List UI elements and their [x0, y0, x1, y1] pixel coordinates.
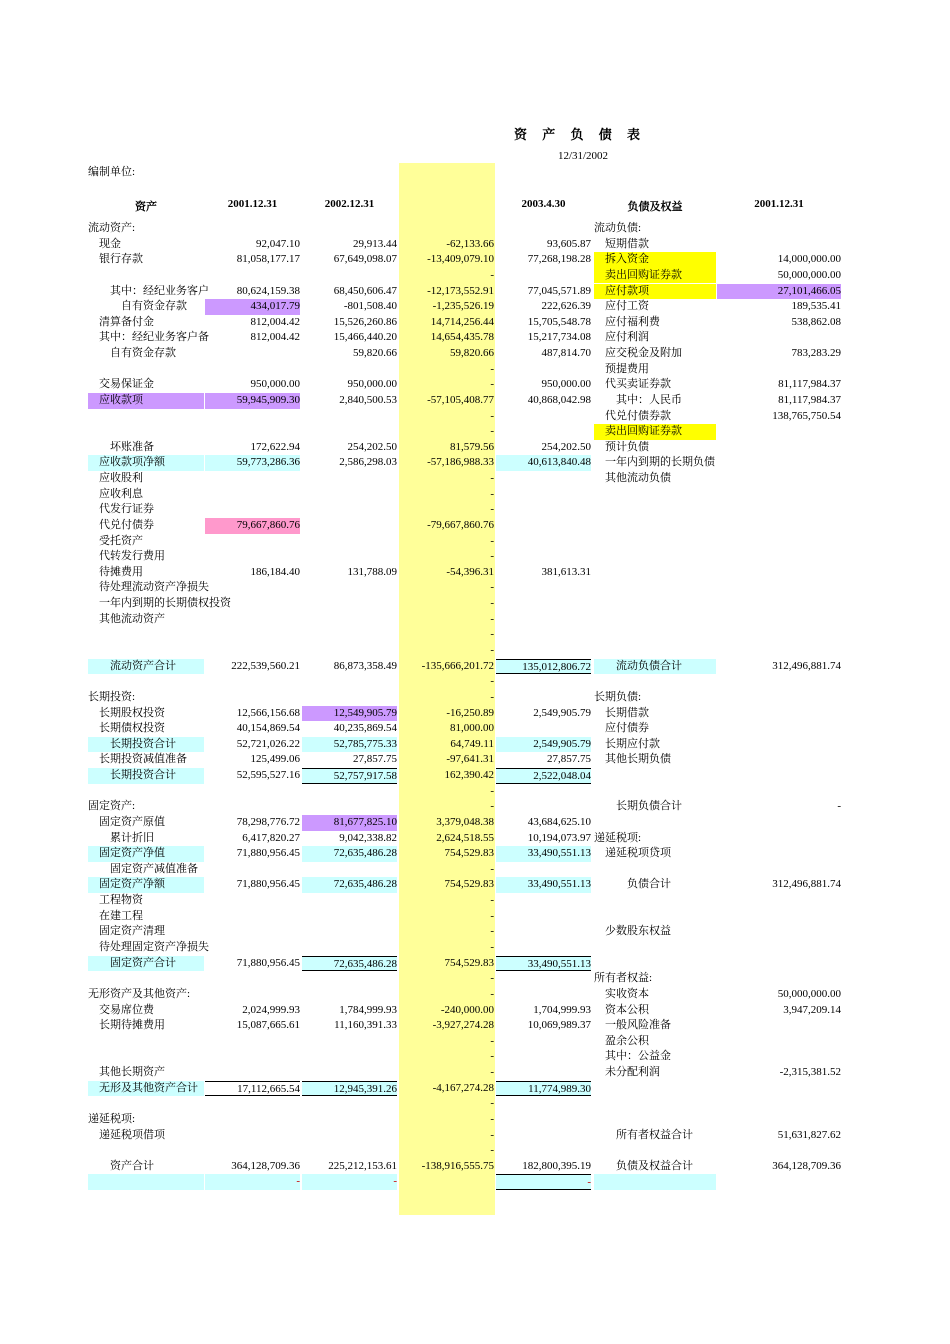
row-61-asset-label	[88, 1174, 204, 1190]
row-55-value-2002: 12,945,391.26	[302, 1081, 397, 1097]
row-22-value-2002: 131,788.09	[347, 565, 397, 578]
row-46-asset-label: 待处理固定资产净损失	[88, 940, 209, 953]
row-31-asset-label: 长期股权投资	[88, 706, 165, 719]
row-11-value-2003: 40,868,042.98	[527, 393, 591, 406]
row-7-asset-label: 其中：经纪业务客户备	[88, 331, 209, 344]
row-49-value-liab-2001: 50,000,000.00	[777, 987, 841, 1000]
row-49-asset-label: 无形资产及其他资产:	[88, 987, 191, 1000]
row-23-asset-label: 待处理流动资产净损失	[88, 581, 209, 594]
row-32-value-diff: 81,000.00	[450, 722, 494, 735]
row-22-value-2001: 186,184.40	[250, 565, 300, 578]
row-51-value-2002: 11,160,391.33	[334, 1019, 397, 1032]
row-5-value-2002: -801,508.40	[343, 300, 397, 313]
row-49-liability-label: 实收资本	[594, 987, 649, 1000]
row-14-liability-label: 预计负债	[594, 440, 649, 453]
row-43-asset-label: 工程物资	[88, 894, 143, 907]
header-col6: 2001.12.31	[754, 198, 804, 210]
header-col1: 2001.12.31	[227, 198, 278, 210]
page-title: 资 产 负 债 表	[513, 127, 646, 142]
row-6-value-diff: 14,714,256.44	[430, 315, 494, 328]
row-21-asset-label: 代转发行费用	[88, 550, 165, 563]
row-28-asset-label: 流动资产合计	[88, 659, 204, 675]
row-33-value-2003: 2,549,905.79	[496, 737, 591, 753]
row-53-value-diff: -	[490, 1050, 494, 1063]
row-37-value-diff: -	[490, 800, 494, 813]
row-8-asset-label: 自有资金存款	[88, 347, 176, 360]
row-0-liability-label: 流动负债:	[594, 222, 642, 234]
row-48-liability-label: 所有者权益:	[594, 972, 653, 985]
row-24-value-diff: -	[490, 597, 494, 610]
row-4-value-diff: -12,173,552.91	[427, 284, 494, 297]
row-6-liability-label: 应付福利费	[594, 315, 660, 328]
row-50-liability-label: 资本公积	[594, 1003, 649, 1016]
row-60-value-2001: 364,128,709.36	[231, 1159, 300, 1172]
row-45-liability-label: 少数股东权益	[594, 925, 671, 938]
row-4-asset-label: 其中：经纪业务客户	[88, 284, 209, 297]
row-42-liability-label: 负债合计	[594, 878, 671, 891]
row-2-value-2001: 81,058,177.17	[236, 253, 300, 266]
row-19-value-diff: -79,667,860.76	[427, 518, 494, 531]
row-5-value-liab-2001: 189,535.41	[791, 300, 841, 313]
row-12-value-diff: -	[490, 409, 494, 422]
row-61-value-2002: -	[302, 1174, 397, 1190]
row-44-value-diff: -	[490, 909, 494, 922]
row-11-asset-label: 应收款项	[88, 393, 204, 409]
row-11-value-diff: -57,105,408.77	[427, 393, 494, 406]
row-44-asset-label: 在建工程	[88, 909, 143, 922]
row-39-value-2002: 9,042,338.82	[339, 831, 397, 844]
row-9-liability-label: 预提费用	[594, 362, 649, 375]
row-28-value-2003: 135,012,806.72	[496, 659, 591, 675]
row-38-value-2002: 81,677,825.10	[302, 815, 397, 831]
row-34-value-diff: -97,641.31	[446, 753, 494, 766]
row-5-liability-label: 应付工资	[594, 300, 649, 313]
row-4-value-liab-2001: 27,101,466.05	[717, 284, 841, 300]
row-58-liability-label: 所有者权益合计	[594, 1128, 693, 1141]
row-20-asset-label: 受托资产	[88, 534, 143, 547]
row-8-value-liab-2001: 783,283.29	[791, 347, 841, 360]
row-10-asset-label: 交易保证金	[88, 378, 154, 391]
row-60-value-diff: -138,916,555.75	[421, 1159, 494, 1172]
row-50-value-2003: 1,704,999.93	[533, 1003, 591, 1016]
row-36-value-diff: -	[490, 784, 494, 797]
row-0-asset-label: 流动资产:	[88, 222, 136, 234]
row-33-asset-label: 长期投资合计	[88, 737, 204, 753]
row-29-value-diff: -	[490, 675, 494, 688]
row-6-value-liab-2001: 538,862.08	[791, 315, 841, 328]
row-5-value-2001: 434,017.79	[205, 299, 300, 315]
row-12-value-liab-2001: 138,765,750.54	[772, 409, 841, 422]
row-17-value-diff: -	[490, 487, 494, 500]
row-8-value-2003: 487,814.70	[541, 347, 591, 360]
row-30-asset-label: 长期投资:	[88, 690, 136, 703]
row-37-liability-label: 长期负债合计	[594, 800, 682, 813]
row-52-liability-label: 盈余公积	[594, 1034, 649, 1047]
row-47-asset-label: 固定资产合计	[88, 956, 204, 972]
row-38-value-2001: 78,298,776.72	[236, 815, 300, 828]
row-10-value-2002: 950,000.00	[347, 378, 397, 391]
row-11-value-2001: 59,945,909.30	[205, 393, 300, 409]
row-35-value-2001: 52,595,527.16	[236, 769, 300, 782]
row-20-value-diff: -	[490, 534, 494, 547]
row-6-value-2002: 15,526,260.86	[333, 315, 397, 328]
report-date: 12/31/2002	[557, 150, 609, 162]
row-51-asset-label: 长期待摊费用	[88, 1019, 165, 1032]
row-15-value-2001: 59,773,286.36	[205, 455, 300, 471]
row-34-value-2001: 125,499.06	[250, 753, 300, 766]
row-55-value-2003: 11,774,989.30	[496, 1081, 591, 1097]
row-14-value-2001: 172,622.94	[250, 440, 300, 453]
row-51-value-2003: 10,069,989.37	[527, 1019, 591, 1032]
row-31-value-2001: 12,566,156.68	[236, 706, 300, 719]
row-38-value-2003: 43,684,625.10	[527, 815, 591, 828]
row-37-asset-label: 固定资产:	[88, 800, 136, 813]
row-25-asset-label: 其他流动资产	[88, 612, 165, 625]
row-2-asset-label: 银行存款	[88, 253, 143, 266]
row-2-value-2003: 77,268,198.28	[527, 253, 591, 266]
row-35-value-2002: 52,757,917.58	[302, 768, 397, 784]
row-34-value-2002: 27,857.75	[353, 753, 397, 766]
row-39-value-2001: 6,417,820.27	[242, 831, 300, 844]
row-19-asset-label: 代兑付债券	[88, 518, 154, 531]
row-10-value-2003: 950,000.00	[541, 378, 591, 391]
row-51-value-diff: -3,927,274.28	[432, 1019, 494, 1032]
row-53-liability-label: 其中：公益金	[594, 1050, 671, 1063]
row-47-value-diff: 754,529.83	[444, 956, 494, 969]
row-13-liability-label: 卖出回购证券款	[594, 424, 716, 440]
row-18-asset-label: 代发行证券	[88, 503, 154, 516]
row-31-value-2002: 12,549,905.79	[302, 706, 397, 722]
row-15-value-2002: 2,586,298.03	[339, 456, 397, 469]
row-11-value-2002: 2,840,500.53	[339, 393, 397, 406]
row-2-liability-label: 拆入资金	[594, 252, 716, 268]
row-11-value-liab-2001: 81,117,984.37	[778, 393, 841, 406]
row-40-value-2003: 33,490,551.13	[496, 846, 591, 862]
row-7-value-2002: 15,466,440.20	[333, 331, 397, 344]
row-2-value-diff: -13,409,079.10	[427, 253, 494, 266]
row-42-asset-label: 固定资产净额	[88, 877, 204, 893]
unit-label: 编制单位:	[88, 166, 136, 178]
row-32-value-2002: 40,235,869.54	[333, 722, 397, 735]
row-3-liability-label: 卖出回购证券款	[594, 268, 716, 284]
row-14-value-diff: 81,579.56	[450, 440, 494, 453]
row-41-value-diff: -	[490, 862, 494, 875]
header-col4: 2003.4.30	[521, 198, 566, 210]
row-39-asset-label: 累计折旧	[88, 831, 154, 844]
row-32-value-2001: 40,154,869.54	[236, 722, 300, 735]
row-17-asset-label: 应收利息	[88, 487, 143, 500]
row-55-value-diff: -4,167,274.28	[432, 1081, 494, 1094]
row-6-asset-label: 清算备付金	[88, 315, 154, 328]
row-21-value-diff: -	[490, 550, 494, 563]
row-39-value-2003: 10,194,073.97	[527, 831, 591, 844]
row-35-value-diff: 162,390.42	[444, 769, 494, 782]
row-35-value-2003: 2,522,048.04	[496, 768, 591, 784]
row-27-value-diff: -	[490, 644, 494, 656]
row-31-value-diff: -16,250.89	[446, 706, 494, 719]
row-5-value-diff: -1,235,526.19	[432, 300, 494, 313]
row-28-value-diff: -135,666,201.72	[421, 659, 494, 672]
row-42-value-2003: 33,490,551.13	[496, 877, 591, 893]
row-12-liability-label: 代兑付债券款	[594, 409, 671, 422]
row-1-value-2002: 29,913.44	[353, 237, 397, 250]
row-10-value-2001: 950,000.00	[250, 378, 300, 391]
row-14-value-2002: 254,202.50	[347, 440, 397, 453]
row-25-value-diff: -	[490, 612, 494, 625]
row-1-liability-label: 短期借款	[594, 237, 649, 250]
row-14-value-2003: 254,202.50	[541, 440, 591, 453]
row-54-asset-label: 其他长期资产	[88, 1066, 165, 1079]
row-16-liability-label: 其他流动负债	[594, 472, 671, 485]
row-58-value-diff: -	[490, 1128, 494, 1141]
row-50-value-2002: 1,784,999.93	[339, 1003, 397, 1016]
row-5-asset-label: 自有资金存款	[88, 300, 187, 313]
row-54-value-diff: -	[490, 1066, 494, 1079]
row-11-liability-label: 其中：人民币	[594, 393, 682, 406]
row-47-value-2002: 72,635,486.28	[302, 956, 397, 972]
row-61-liability-label	[594, 1174, 716, 1190]
row-8-value-diff: 59,820.66	[450, 347, 494, 360]
row-40-liability-label: 递延税项贷项	[594, 847, 671, 860]
row-46-value-diff: -	[490, 940, 494, 953]
row-10-value-liab-2001: 81,117,984.37	[778, 378, 841, 391]
row-31-liability-label: 长期借款	[594, 706, 649, 719]
row-49-value-diff: -	[490, 987, 494, 1000]
row-1-value-2003: 93,605.87	[547, 237, 591, 250]
row-40-value-diff: 754,529.83	[444, 847, 494, 860]
row-42-value-diff: 754,529.83	[444, 878, 494, 891]
row-38-value-diff: 3,379,048.38	[436, 815, 494, 828]
row-61-value-2001: -	[205, 1174, 300, 1190]
row-14-asset-label: 坏账准备	[88, 440, 154, 453]
row-10-value-diff: -	[490, 378, 494, 391]
row-15-value-diff: -57,186,988.33	[427, 456, 494, 469]
row-50-value-2001: 2,024,999.93	[242, 1003, 300, 1016]
row-42-value-liab-2001: 312,496,881.74	[772, 878, 841, 891]
row-42-value-2002: 72,635,486.28	[302, 877, 397, 893]
row-4-value-2003: 77,045,571.89	[527, 284, 591, 297]
row-45-value-diff: -	[490, 925, 494, 938]
row-39-value-diff: 2,624,518.55	[436, 831, 494, 844]
row-50-value-liab-2001: 3,947,209.14	[783, 1003, 841, 1016]
row-1-value-2001: 92,047.10	[256, 237, 300, 250]
row-15-liability-label: 一年内到期的长期负债	[594, 456, 715, 469]
row-37-value-liab-2001: -	[837, 800, 841, 813]
row-55-value-2001: 17,112,665.54	[205, 1081, 300, 1097]
row-32-asset-label: 长期债权投资	[88, 722, 165, 735]
row-33-value-2002: 52,785,775.33	[302, 737, 397, 753]
header-assets: 资产	[135, 201, 157, 213]
row-39-liability-label: 递延税项:	[594, 831, 642, 844]
row-2-value-2002: 67,649,098.07	[333, 253, 397, 266]
row-6-value-2001: 812,004.42	[250, 315, 300, 328]
row-34-liability-label: 其他长期负债	[594, 753, 671, 766]
row-54-liability-label: 未分配利润	[594, 1066, 660, 1079]
row-8-value-2002: 59,820.66	[353, 347, 397, 360]
row-47-value-2003: 33,490,551.13	[496, 956, 591, 972]
row-57-asset-label: 递延税项:	[88, 1112, 136, 1125]
row-8-liability-label: 应交税金及附加	[594, 347, 682, 360]
row-15-asset-label: 应收款项净额	[88, 455, 204, 471]
row-3-value-liab-2001: 50,000,000.00	[777, 268, 841, 281]
row-45-asset-label: 固定资产清理	[88, 925, 165, 938]
row-5-value-2003: 222,626.39	[541, 300, 591, 313]
row-7-liability-label: 应付利润	[594, 331, 649, 344]
row-28-value-liab-2001: 312,496,881.74	[772, 659, 841, 672]
row-16-asset-label: 应收股利	[88, 472, 143, 485]
row-58-asset-label: 递延税项借项	[88, 1128, 165, 1141]
row-35-asset-label: 长期投资合计	[88, 768, 204, 784]
row-50-value-diff: -240,000.00	[440, 1003, 494, 1016]
row-38-asset-label: 固定资产原值	[88, 815, 165, 828]
row-42-value-2001: 71,880,956.45	[236, 878, 300, 891]
row-9-value-diff: -	[490, 362, 494, 375]
row-33-liability-label: 长期应付款	[594, 737, 660, 750]
row-57-value-diff: -	[490, 1112, 494, 1125]
row-10-liability-label: 代买卖证券款	[594, 378, 671, 391]
row-60-liability-label: 负债及权益合计	[594, 1159, 693, 1172]
row-30-value-diff: -	[490, 690, 494, 703]
row-28-liability-label: 流动负债合计	[594, 659, 716, 675]
row-3-value-diff: -	[490, 268, 494, 281]
row-7-value-2003: 15,217,734.08	[527, 331, 591, 344]
row-4-value-2002: 68,450,606.47	[333, 284, 397, 297]
row-33-value-2001: 52,721,026.22	[236, 737, 300, 750]
row-41-asset-label: 固定资产减值准备	[88, 862, 198, 875]
row-33-value-diff: 64,749.11	[450, 737, 494, 750]
row-26-value-diff: -	[490, 628, 494, 641]
header-liabilities: 负债及权益	[627, 201, 683, 213]
row-6-value-2003: 15,705,548.78	[527, 315, 591, 328]
row-59-value-diff: -	[490, 1144, 494, 1157]
header-col2: 2002.12.31	[324, 198, 375, 210]
row-55-asset-label: 无形及其他资产合计	[88, 1081, 204, 1097]
row-51-value-2001: 15,087,665.61	[236, 1019, 300, 1032]
row-48-value-diff: -	[490, 972, 494, 985]
row-34-asset-label: 长期投资减值准备	[88, 753, 187, 766]
row-7-value-diff: 14,654,435.78	[430, 331, 494, 344]
row-2-value-liab-2001: 14,000,000.00	[777, 253, 841, 266]
row-40-value-2002: 72,635,486.28	[302, 846, 397, 862]
row-4-liability-label: 应付款项	[594, 284, 716, 300]
row-23-value-diff: -	[490, 581, 494, 594]
row-31-value-2003: 2,549,905.79	[533, 706, 591, 719]
row-30-liability-label: 长期负债:	[594, 690, 642, 703]
row-18-value-diff: -	[490, 503, 494, 516]
row-56-value-diff: -	[490, 1097, 494, 1110]
row-40-asset-label: 固定资产净值	[88, 846, 204, 862]
row-28-value-2001: 222,539,560.21	[231, 659, 300, 672]
row-15-value-2003: 40,613,840.48	[496, 455, 591, 471]
row-1-asset-label: 现金	[88, 237, 121, 250]
row-60-value-2002: 225,212,153.61	[328, 1159, 397, 1172]
row-19-value-2001: 79,667,860.76	[205, 518, 300, 534]
row-60-asset-label: 资产合计	[88, 1159, 154, 1172]
row-47-value-2001: 71,880,956.45	[236, 956, 300, 969]
row-52-value-diff: -	[490, 1034, 494, 1047]
row-40-value-2001: 71,880,956.45	[236, 847, 300, 860]
row-58-value-liab-2001: 51,631,827.62	[777, 1128, 841, 1141]
row-16-value-diff: -	[490, 472, 494, 485]
row-22-value-2003: 381,613.31	[541, 565, 591, 578]
row-22-value-diff: -54,396.31	[446, 565, 494, 578]
row-7-value-2001: 812,004.42	[250, 331, 300, 344]
row-50-asset-label: 交易席位费	[88, 1003, 154, 1016]
row-60-value-2003: 182,800,395.19	[522, 1159, 591, 1172]
row-24-asset-label: 一年内到期的长期债权投资	[88, 597, 231, 610]
row-51-liability-label: 一般风险准备	[594, 1019, 671, 1032]
row-22-asset-label: 待摊费用	[88, 565, 143, 578]
row-54-value-liab-2001: -2,315,381.52	[779, 1066, 841, 1079]
row-60-value-liab-2001: 364,128,709.36	[772, 1159, 841, 1172]
row-1-value-diff: -62,133.66	[446, 237, 494, 250]
row-13-value-diff: -	[490, 425, 494, 438]
row-4-value-2001: 80,624,159.38	[236, 284, 300, 297]
row-34-value-2003: 27,857.75	[547, 753, 591, 766]
row-32-liability-label: 应付债券	[594, 722, 649, 735]
row-43-value-diff: -	[490, 894, 494, 907]
row-61-value-2003: -	[496, 1174, 591, 1190]
row-28-value-2002: 86,873,358.49	[333, 659, 397, 672]
